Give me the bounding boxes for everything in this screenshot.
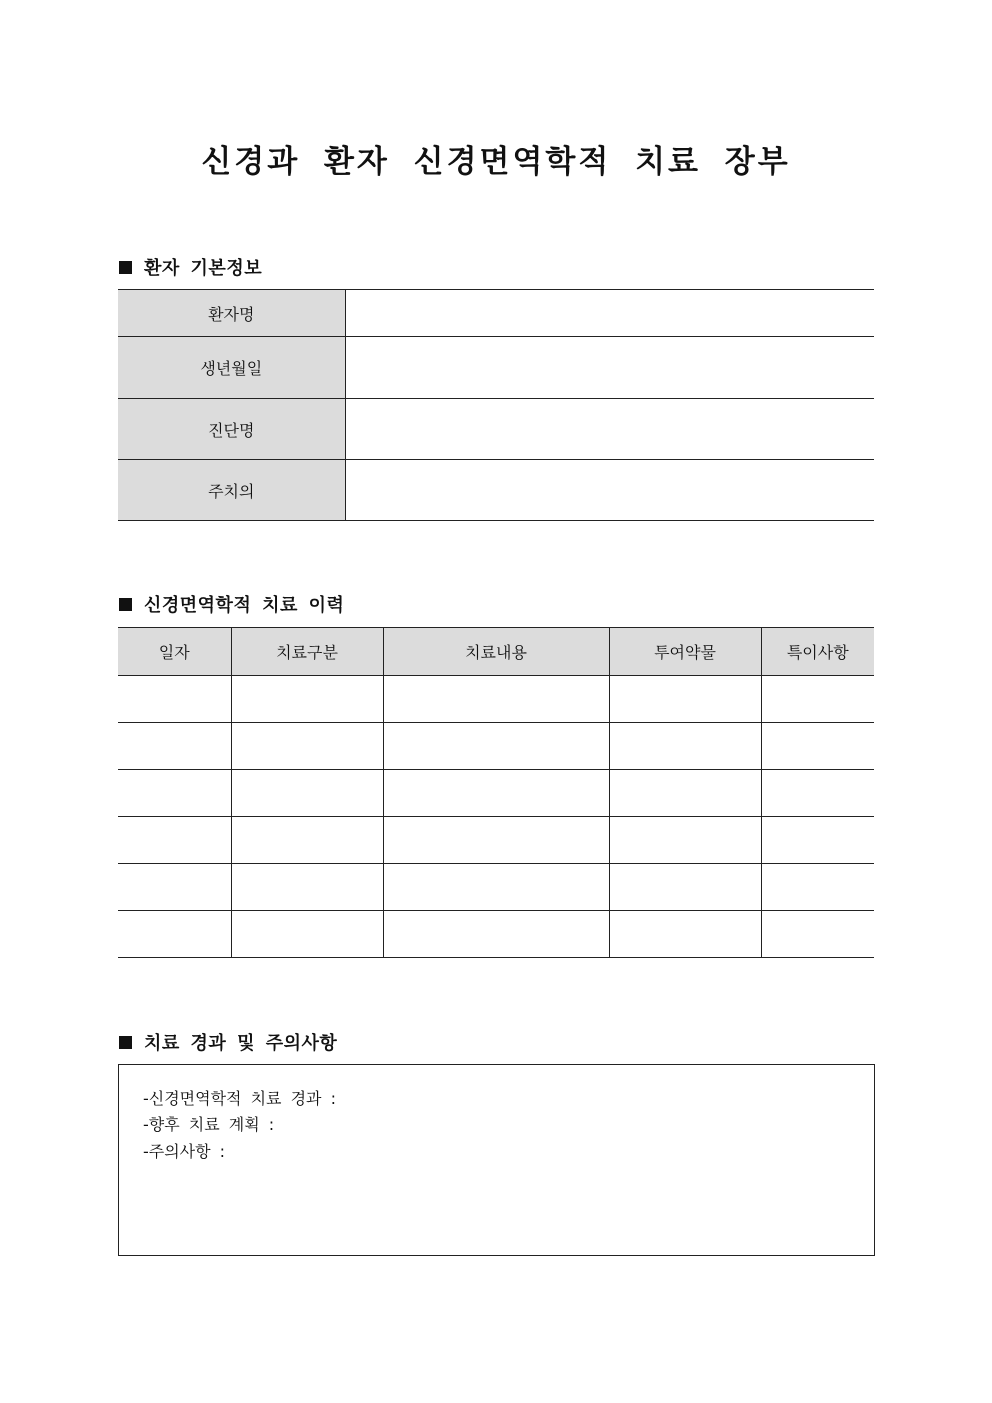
table-row: [118, 817, 874, 864]
diagnosis-field[interactable]: [345, 399, 874, 460]
table-cell[interactable]: [609, 676, 761, 723]
square-bullet-icon: [119, 1036, 132, 1049]
table-cell[interactable]: [231, 864, 383, 911]
table-cell[interactable]: [761, 911, 874, 958]
progress-notes-box[interactable]: [118, 1064, 875, 1256]
physician-field[interactable]: [345, 460, 874, 521]
table-cell[interactable]: [609, 864, 761, 911]
table-cell[interactable]: [761, 817, 874, 864]
table-row: [118, 337, 874, 399]
future-plan-line: -향후 치료 계획 :: [143, 1115, 275, 1134]
table-cell[interactable]: [761, 770, 874, 817]
table-row: [118, 290, 874, 337]
physician-label: 주치의: [118, 460, 345, 521]
table-cell[interactable]: [118, 911, 231, 958]
table-row: [118, 770, 874, 817]
column-header-type: 치료구분: [231, 628, 383, 676]
section-heading-text: 환자 기본정보: [144, 258, 263, 279]
table-cell[interactable]: [383, 723, 609, 770]
column-header-notes: 특이사항: [761, 628, 874, 676]
table-cell[interactable]: [231, 817, 383, 864]
column-header-date: 일자: [118, 628, 231, 676]
table-cell[interactable]: [383, 770, 609, 817]
precautions-line: -주의사항 :: [143, 1142, 226, 1161]
table-cell[interactable]: [383, 817, 609, 864]
table-cell[interactable]: [118, 864, 231, 911]
table-row: [118, 911, 874, 958]
table-cell[interactable]: [118, 676, 231, 723]
table-cell[interactable]: [231, 723, 383, 770]
table-row: [118, 460, 874, 521]
table-cell[interactable]: [383, 911, 609, 958]
square-bullet-icon: [119, 598, 132, 611]
table-row: [118, 399, 874, 460]
section-heading-text: 신경면역학적 치료 이력: [144, 595, 345, 616]
page-title: 신경과 환자 신경면역학적 치료 장부: [201, 144, 791, 180]
table-cell[interactable]: [118, 723, 231, 770]
treatment-progress-line: -신경면역학적 치료 경과 :: [143, 1089, 336, 1108]
table-cell[interactable]: [609, 723, 761, 770]
table-row: [118, 723, 874, 770]
table-header-row: [118, 628, 874, 676]
table-row: [118, 676, 874, 723]
section-heading-patient-info: [119, 254, 262, 280]
treatment-history-table: [118, 627, 874, 958]
table-cell[interactable]: [231, 676, 383, 723]
table-cell[interactable]: [118, 770, 231, 817]
patient-info-table: [118, 289, 874, 521]
birth-date-field[interactable]: [345, 337, 874, 399]
table-cell[interactable]: [761, 676, 874, 723]
table-cell[interactable]: [609, 911, 761, 958]
table-cell[interactable]: [118, 817, 231, 864]
table-cell[interactable]: [609, 817, 761, 864]
column-header-content: 치료내용: [383, 628, 609, 676]
table-cell[interactable]: [383, 864, 609, 911]
table-cell[interactable]: [231, 770, 383, 817]
section-heading-text: 치료 경과 및 주의사항: [144, 1033, 338, 1054]
table-cell[interactable]: [383, 676, 609, 723]
column-header-medication: 투여약물: [609, 628, 761, 676]
table-cell[interactable]: [761, 864, 874, 911]
table-cell[interactable]: [761, 723, 874, 770]
table-cell[interactable]: [231, 911, 383, 958]
section-heading-treatment-history: [119, 591, 344, 617]
section-heading-progress-notes: [119, 1029, 337, 1055]
diagnosis-label: 진단명: [118, 399, 345, 460]
birth-date-label: 생년월일: [118, 337, 345, 399]
table-cell[interactable]: [609, 770, 761, 817]
patient-name-field[interactable]: [345, 290, 874, 337]
patient-name-label: 환자명: [118, 290, 345, 337]
square-bullet-icon: [119, 261, 132, 274]
table-row: [118, 864, 874, 911]
